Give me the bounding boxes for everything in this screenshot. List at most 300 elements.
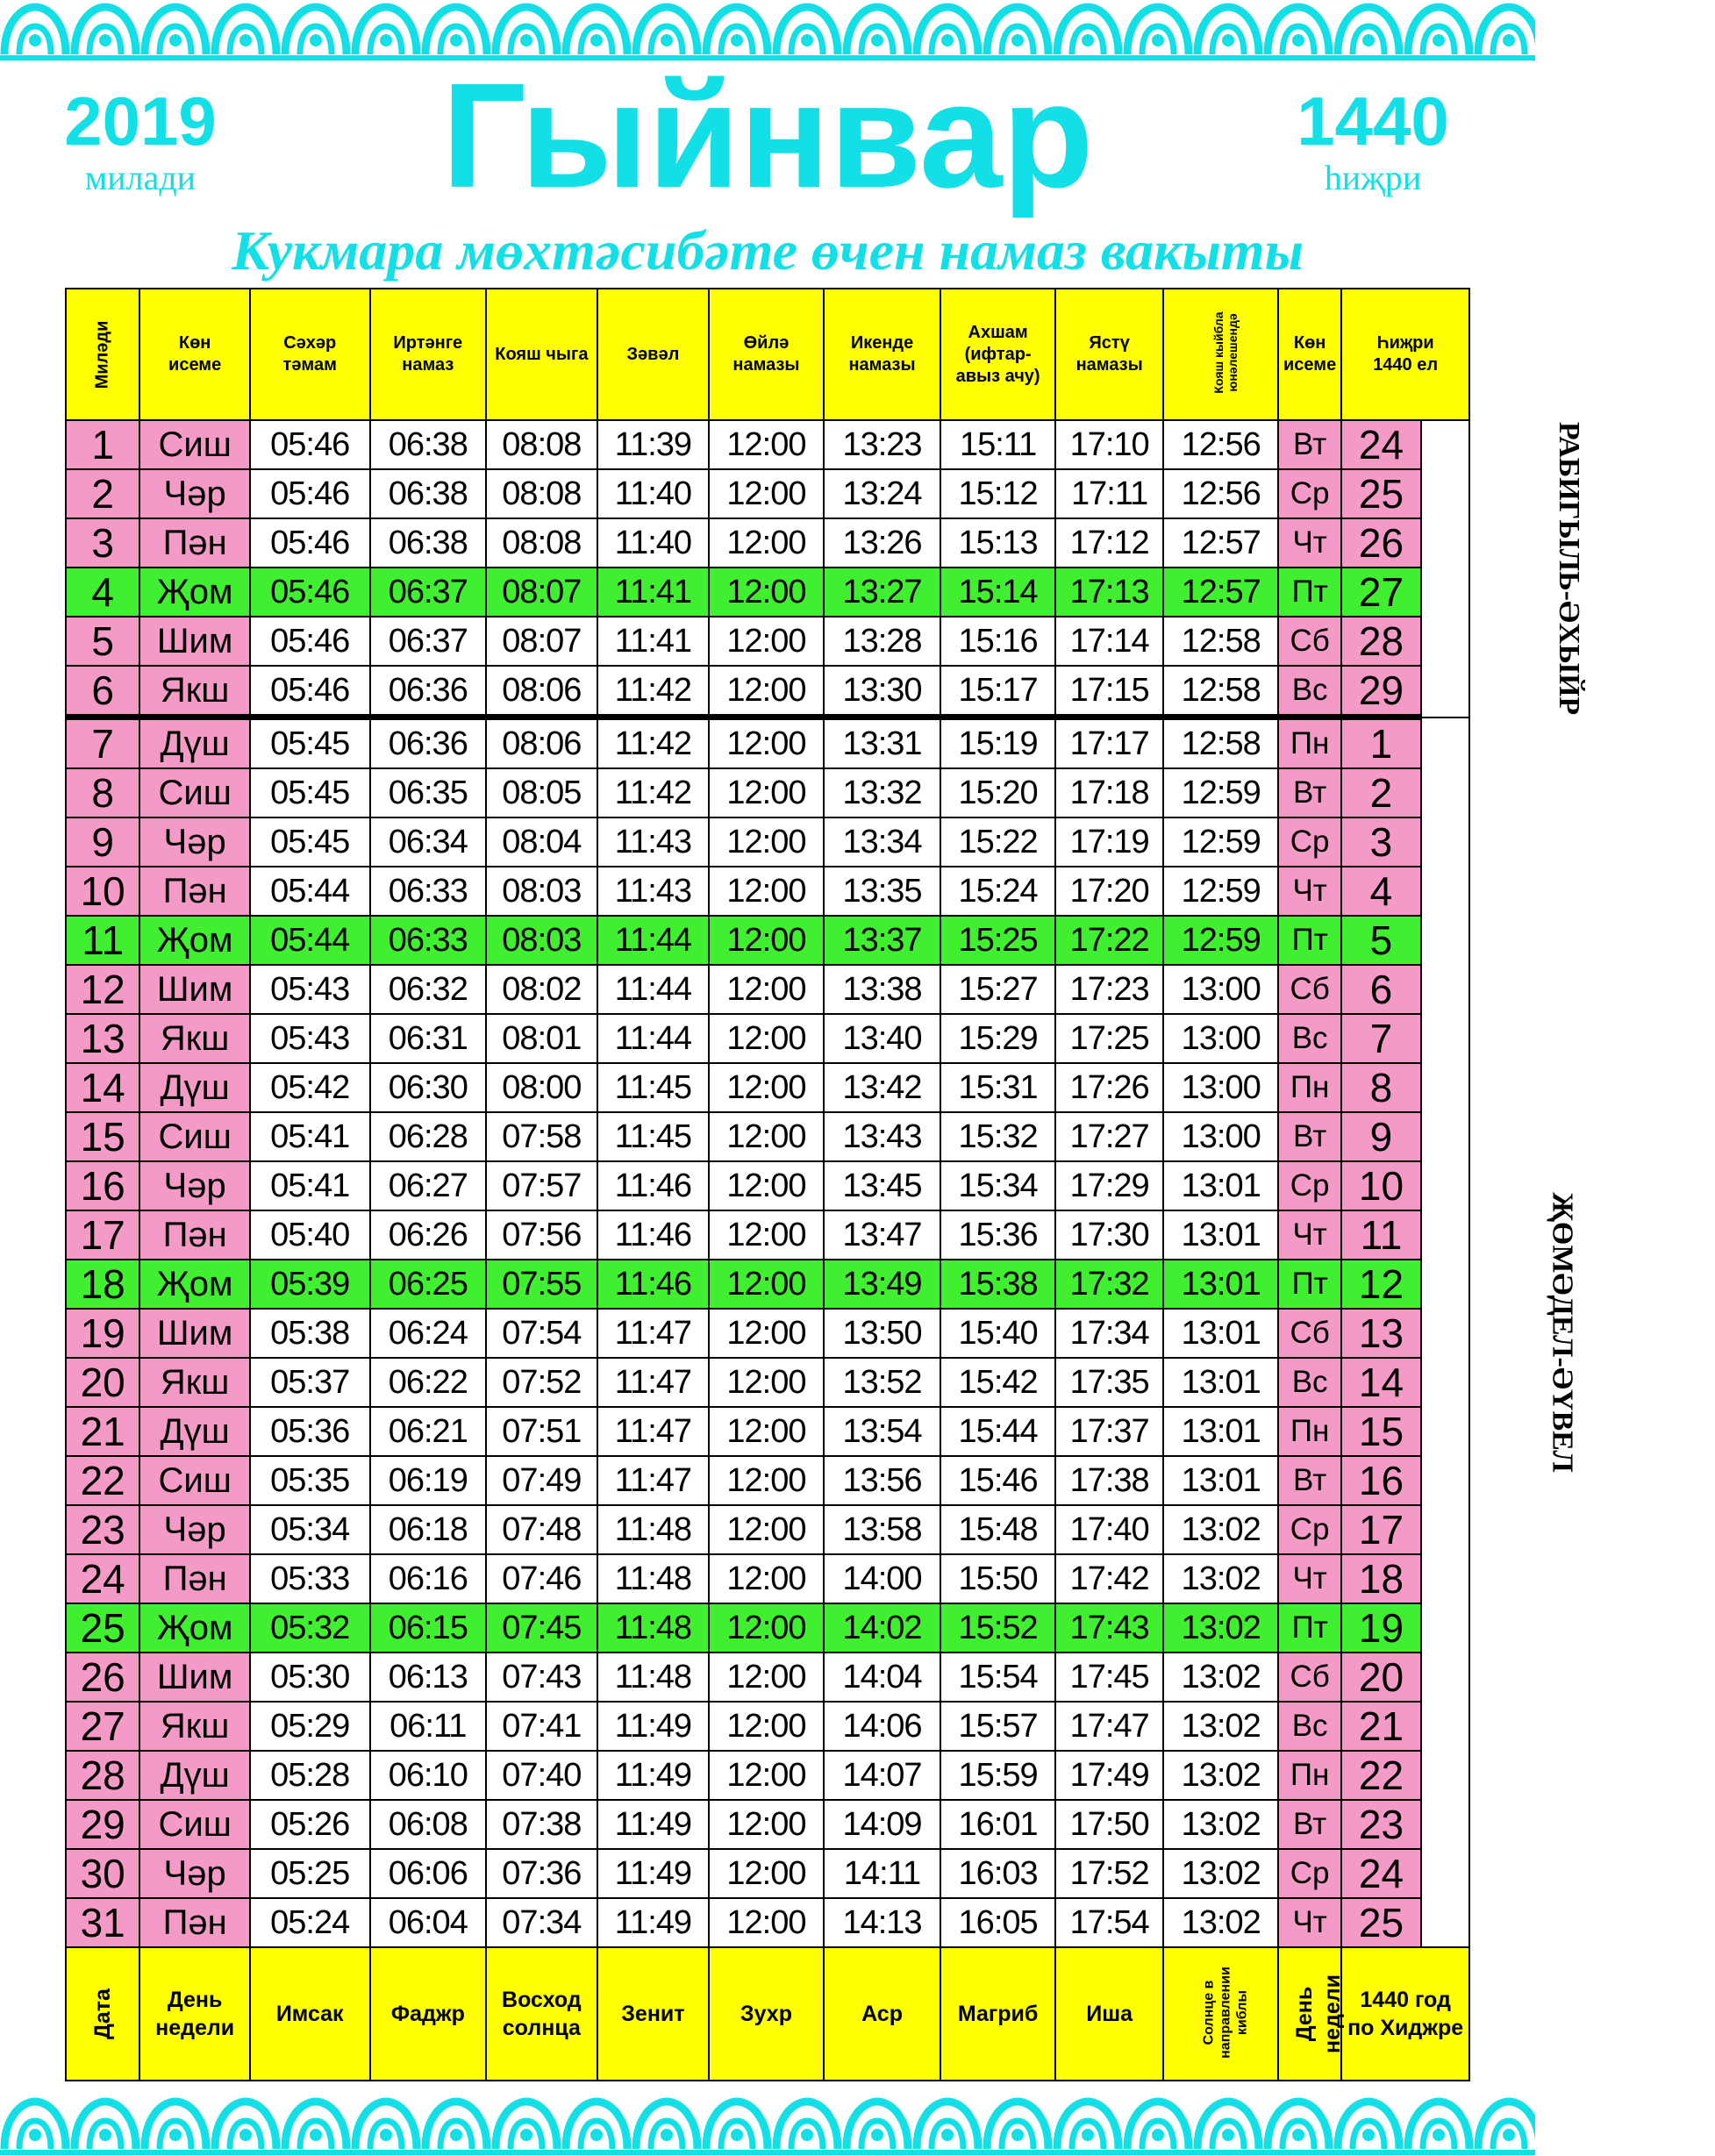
table-row xyxy=(66,1063,1469,1112)
sunrise-time-cell: 08:02 xyxy=(486,965,597,1014)
table-row xyxy=(66,1014,1469,1063)
fajr-time-cell: 06:38 xyxy=(370,469,487,518)
day-cell: 8 xyxy=(66,768,139,817)
imsak-time-cell: 05:40 xyxy=(250,1210,370,1260)
fajr-time-cell: 06:19 xyxy=(370,1456,487,1505)
fajr-time-cell: 06:21 xyxy=(370,1407,487,1456)
fajr-time-cell: 06:32 xyxy=(370,965,487,1014)
maghrib-time-cell: 15:22 xyxy=(940,817,1055,867)
table-row xyxy=(66,568,1469,617)
asr-time-cell: 13:50 xyxy=(824,1309,941,1358)
isha-time-cell: 17:30 xyxy=(1055,1210,1164,1260)
day-cell: 2 xyxy=(66,469,139,518)
col-header-dhuhr: Өйлә намазы xyxy=(709,289,824,420)
imsak-time-cell: 05:44 xyxy=(250,867,370,916)
isha-time-cell: 17:15 xyxy=(1055,666,1164,717)
dhuhr-time-cell: 12:00 xyxy=(709,867,824,916)
weekday-ru-cell: Пн xyxy=(1278,1751,1341,1800)
dhuhr-time-cell: 12:00 xyxy=(709,717,824,769)
day-cell: 16 xyxy=(66,1161,139,1210)
maghrib-time-cell: 15:38 xyxy=(940,1260,1055,1309)
weekday-ru-cell: Пн xyxy=(1278,717,1341,769)
isha-time-cell: 17:13 xyxy=(1055,568,1164,617)
hijri-day-cell: 1 xyxy=(1341,717,1420,769)
fajr-time-cell: 06:28 xyxy=(370,1112,487,1161)
dhuhr-time-cell: 12:00 xyxy=(709,1161,824,1210)
asr-time-cell: 13:28 xyxy=(824,617,941,666)
asr-time-cell: 13:58 xyxy=(824,1505,941,1554)
col-header-zenith: Зәвәл xyxy=(597,289,710,420)
qibla-time-cell: 12:59 xyxy=(1163,817,1278,867)
weekday-cell: Дүш xyxy=(139,1063,250,1112)
hijri-day-cell: 3 xyxy=(1341,817,1420,867)
imsak-time-cell: 05:32 xyxy=(250,1603,370,1653)
sunrise-time-cell: 07:49 xyxy=(486,1456,597,1505)
imsak-time-cell: 05:28 xyxy=(250,1751,370,1800)
table-row xyxy=(66,1554,1469,1603)
isha-time-cell: 17:47 xyxy=(1055,1702,1164,1751)
isha-time-cell: 17:12 xyxy=(1055,518,1164,568)
col-header-imsak: Сәхәр тәмам xyxy=(250,289,370,420)
isha-time-cell: 17:11 xyxy=(1055,469,1164,518)
table-row xyxy=(66,1751,1469,1800)
foot-date: Дата xyxy=(66,1947,139,2081)
fajr-time-cell: 06:37 xyxy=(370,568,487,617)
weekday-cell: Чәр xyxy=(139,1849,250,1898)
dhuhr-time-cell: 12:00 xyxy=(709,817,824,867)
weekday-ru-cell: Вс xyxy=(1278,666,1341,717)
sunrise-time-cell: 07:52 xyxy=(486,1358,597,1407)
bottom-ornament-border xyxy=(0,2095,1535,2156)
maghrib-time-cell: 15:44 xyxy=(940,1407,1055,1456)
imsak-time-cell: 05:46 xyxy=(250,518,370,568)
weekday-ru-cell: Вс xyxy=(1278,1702,1341,1751)
hijri-day-cell: 24 xyxy=(1341,420,1420,469)
qibla-time-cell: 13:01 xyxy=(1163,1210,1278,1260)
fajr-time-cell: 06:31 xyxy=(370,1014,487,1063)
weekday-ru-cell: Чт xyxy=(1278,1554,1341,1603)
hijri-day-cell: 5 xyxy=(1341,916,1420,965)
sunrise-time-cell: 07:38 xyxy=(486,1800,597,1849)
foot-asr: Аср xyxy=(824,1947,941,2081)
month-title: Гыйнвар xyxy=(441,53,1094,219)
sunrise-time-cell: 07:51 xyxy=(486,1407,597,1456)
day-cell: 11 xyxy=(66,916,139,965)
zenith-time-cell: 11:44 xyxy=(597,965,710,1014)
weekday-ru-cell: Пн xyxy=(1278,1063,1341,1112)
dhuhr-time-cell: 12:00 xyxy=(709,1112,824,1161)
hijri-day-cell: 22 xyxy=(1341,1751,1420,1800)
day-cell: 19 xyxy=(66,1309,139,1358)
isha-time-cell: 17:37 xyxy=(1055,1407,1164,1456)
qibla-time-cell: 13:02 xyxy=(1163,1898,1278,1947)
hijri-day-cell: 9 xyxy=(1341,1112,1420,1161)
imsak-time-cell: 05:41 xyxy=(250,1161,370,1210)
isha-time-cell: 17:34 xyxy=(1055,1309,1164,1358)
hijri-day-cell: 14 xyxy=(1341,1358,1420,1407)
day-cell: 31 xyxy=(66,1898,139,1947)
asr-time-cell: 14:02 xyxy=(824,1603,941,1653)
col-header-sunrise: Кояш чыга xyxy=(486,289,597,420)
hijri-day-cell: 15 xyxy=(1341,1407,1420,1456)
isha-time-cell: 17:32 xyxy=(1055,1260,1164,1309)
table-row xyxy=(66,518,1469,568)
zenith-time-cell: 11:49 xyxy=(597,1751,710,1800)
weekday-ru-cell: Вт xyxy=(1278,1800,1341,1849)
weekday-cell: Чәр xyxy=(139,817,250,867)
weekday-ru-cell: Сб xyxy=(1278,617,1341,666)
table-row xyxy=(66,817,1469,867)
col-header-weekday: Көн исеме xyxy=(139,289,250,420)
weekday-ru-cell: Вс xyxy=(1278,1014,1341,1063)
qibla-time-cell: 13:01 xyxy=(1163,1309,1278,1358)
weekday-cell: Сиш xyxy=(139,1456,250,1505)
day-cell: 12 xyxy=(66,965,139,1014)
qibla-time-cell: 12:59 xyxy=(1163,867,1278,916)
hijri-day-cell: 16 xyxy=(1341,1456,1420,1505)
sunrise-time-cell: 07:48 xyxy=(486,1505,597,1554)
zenith-time-cell: 11:39 xyxy=(597,420,710,469)
weekday-ru-cell: Чт xyxy=(1278,867,1341,916)
weekday-cell: Сиш xyxy=(139,420,250,469)
dhuhr-time-cell: 12:00 xyxy=(709,1063,824,1112)
weekday-cell: Җом xyxy=(139,916,250,965)
table-row xyxy=(66,965,1469,1014)
zenith-time-cell: 11:43 xyxy=(597,867,710,916)
fajr-time-cell: 06:10 xyxy=(370,1751,487,1800)
sunrise-time-cell: 08:05 xyxy=(486,768,597,817)
weekday-ru-cell: Пт xyxy=(1278,916,1341,965)
sunrise-time-cell: 08:03 xyxy=(486,867,597,916)
zenith-time-cell: 11:48 xyxy=(597,1554,710,1603)
fajr-time-cell: 06:36 xyxy=(370,717,487,769)
imsak-time-cell: 05:34 xyxy=(250,1505,370,1554)
hijri-day-cell: 17 xyxy=(1341,1505,1420,1554)
sunrise-time-cell: 08:04 xyxy=(486,817,597,867)
hijri-day-cell: 13 xyxy=(1341,1309,1420,1358)
zenith-time-cell: 11:44 xyxy=(597,1014,710,1063)
qibla-time-cell: 12:59 xyxy=(1163,916,1278,965)
hijri-day-cell: 7 xyxy=(1341,1014,1420,1063)
foot-sunrise: Восход солнца xyxy=(486,1947,597,2081)
fajr-time-cell: 06:30 xyxy=(370,1063,487,1112)
zenith-time-cell: 11:44 xyxy=(597,916,710,965)
asr-time-cell: 14:13 xyxy=(824,1898,941,1947)
fajr-time-cell: 06:06 xyxy=(370,1849,487,1898)
weekday-ru-cell: Сб xyxy=(1278,1309,1341,1358)
zenith-time-cell: 11:40 xyxy=(597,518,710,568)
qibla-time-cell: 13:01 xyxy=(1163,1358,1278,1407)
qibla-time-cell: 13:01 xyxy=(1163,1456,1278,1505)
weekday-ru-cell: Пт xyxy=(1278,1603,1341,1653)
dhuhr-time-cell: 12:00 xyxy=(709,1505,824,1554)
weekday-ru-cell: Ср xyxy=(1278,1849,1341,1898)
dhuhr-time-cell: 12:00 xyxy=(709,1849,824,1898)
hijri-day-cell: 26 xyxy=(1341,518,1420,568)
foot-qibla: Солнце в направлении киблы xyxy=(1163,1947,1278,2081)
maghrib-time-cell: 15:14 xyxy=(940,568,1055,617)
dhuhr-time-cell: 12:00 xyxy=(709,617,824,666)
maghrib-time-cell: 15:31 xyxy=(940,1063,1055,1112)
weekday-cell: Якш xyxy=(139,1702,250,1751)
table-row xyxy=(66,867,1469,916)
imsak-time-cell: 05:39 xyxy=(250,1260,370,1309)
isha-time-cell: 17:38 xyxy=(1055,1456,1164,1505)
qibla-time-cell: 13:02 xyxy=(1163,1505,1278,1554)
sunrise-time-cell: 08:08 xyxy=(486,420,597,469)
dhuhr-time-cell: 12:00 xyxy=(709,1407,824,1456)
foot-fajr: Фаджр xyxy=(370,1947,487,2081)
hijri-year-label: һиҗри xyxy=(1324,158,1422,197)
weekday-ru-cell: Вт xyxy=(1278,420,1341,469)
gregorian-year: 2019 xyxy=(64,82,217,160)
hijri-year: 1440 xyxy=(1297,82,1449,160)
imsak-time-cell: 05:46 xyxy=(250,666,370,717)
header-row-tatar xyxy=(66,289,1469,420)
fajr-time-cell: 06:38 xyxy=(370,420,487,469)
hijri-day-cell: 25 xyxy=(1341,1898,1420,1947)
dhuhr-time-cell: 12:00 xyxy=(709,1898,824,1947)
imsak-time-cell: 05:26 xyxy=(250,1800,370,1849)
imsak-time-cell: 05:24 xyxy=(250,1898,370,1947)
weekday-cell: Шим xyxy=(139,965,250,1014)
imsak-time-cell: 05:46 xyxy=(250,617,370,666)
asr-time-cell: 13:43 xyxy=(824,1112,941,1161)
hijri-day-cell: 10 xyxy=(1341,1161,1420,1210)
fajr-time-cell: 06:24 xyxy=(370,1309,487,1358)
weekday-cell: Сиш xyxy=(139,1112,250,1161)
imsak-time-cell: 05:45 xyxy=(250,717,370,769)
zenith-time-cell: 11:46 xyxy=(597,1161,710,1210)
zenith-time-cell: 11:48 xyxy=(597,1603,710,1653)
imsak-time-cell: 05:36 xyxy=(250,1407,370,1456)
isha-time-cell: 17:50 xyxy=(1055,1800,1164,1849)
weekday-ru-cell: Ср xyxy=(1278,1505,1341,1554)
maghrib-time-cell: 15:36 xyxy=(940,1210,1055,1260)
maghrib-time-cell: 15:12 xyxy=(940,469,1055,518)
weekday-cell: Дүш xyxy=(139,1407,250,1456)
sunrise-time-cell: 07:54 xyxy=(486,1309,597,1358)
maghrib-time-cell: 15:24 xyxy=(940,867,1055,916)
table-row xyxy=(66,1898,1469,1947)
foot-hijri: 1440 год по Хиджре xyxy=(1341,1947,1469,2081)
isha-time-cell: 17:45 xyxy=(1055,1653,1164,1702)
asr-time-cell: 14:11 xyxy=(824,1849,941,1898)
weekday-cell: Дүш xyxy=(139,1751,250,1800)
weekday-ru-cell: Ср xyxy=(1278,469,1341,518)
day-cell: 30 xyxy=(66,1849,139,1898)
foot-weekday-ru: День недели xyxy=(1278,1947,1341,2081)
table-row xyxy=(66,1702,1469,1751)
hijri-day-cell: 20 xyxy=(1341,1653,1420,1702)
zenith-time-cell: 11:42 xyxy=(597,717,710,769)
fajr-time-cell: 06:33 xyxy=(370,916,487,965)
day-cell: 5 xyxy=(66,617,139,666)
imsak-time-cell: 05:44 xyxy=(250,916,370,965)
weekday-cell: Шим xyxy=(139,1309,250,1358)
imsak-time-cell: 05:45 xyxy=(250,768,370,817)
isha-time-cell: 17:42 xyxy=(1055,1554,1164,1603)
zenith-time-cell: 11:41 xyxy=(597,617,710,666)
isha-time-cell: 17:25 xyxy=(1055,1014,1164,1063)
isha-time-cell: 17:26 xyxy=(1055,1063,1164,1112)
dhuhr-time-cell: 12:00 xyxy=(709,916,824,965)
fajr-time-cell: 06:13 xyxy=(370,1653,487,1702)
isha-time-cell: 17:52 xyxy=(1055,1849,1164,1898)
qibla-time-cell: 12:58 xyxy=(1163,666,1278,717)
zenith-time-cell: 11:47 xyxy=(597,1309,710,1358)
col-header-isha: Ястү намазы xyxy=(1055,289,1164,420)
maghrib-time-cell: 15:20 xyxy=(940,768,1055,817)
weekday-ru-cell: Вт xyxy=(1278,768,1341,817)
qibla-time-cell: 12:57 xyxy=(1163,568,1278,617)
imsak-time-cell: 05:25 xyxy=(250,1849,370,1898)
maghrib-time-cell: 16:05 xyxy=(940,1898,1055,1947)
asr-time-cell: 13:52 xyxy=(824,1358,941,1407)
imsak-time-cell: 05:30 xyxy=(250,1653,370,1702)
isha-time-cell: 17:29 xyxy=(1055,1161,1164,1210)
hijri-day-cell: 25 xyxy=(1341,469,1420,518)
table-row xyxy=(66,1456,1469,1505)
sunrise-time-cell: 07:43 xyxy=(486,1653,597,1702)
isha-time-cell: 17:20 xyxy=(1055,867,1164,916)
sunrise-time-cell: 07:58 xyxy=(486,1112,597,1161)
maghrib-time-cell: 16:03 xyxy=(940,1849,1055,1898)
qibla-time-cell: 13:00 xyxy=(1163,965,1278,1014)
asr-time-cell: 14:09 xyxy=(824,1800,941,1849)
sunrise-time-cell: 07:40 xyxy=(486,1751,597,1800)
imsak-time-cell: 05:46 xyxy=(250,568,370,617)
sunrise-time-cell: 08:08 xyxy=(486,469,597,518)
table-row xyxy=(66,1849,1469,1898)
weekday-ru-cell: Чт xyxy=(1278,1898,1341,1947)
zenith-time-cell: 11:48 xyxy=(597,1505,710,1554)
qibla-time-cell: 13:02 xyxy=(1163,1751,1278,1800)
weekday-cell: Җом xyxy=(139,568,250,617)
sunrise-time-cell: 08:07 xyxy=(486,568,597,617)
asr-time-cell: 13:38 xyxy=(824,965,941,1014)
weekday-cell: Пән xyxy=(139,1898,250,1947)
weekday-cell: Пән xyxy=(139,867,250,916)
weekday-ru-cell: Чт xyxy=(1278,1210,1341,1260)
qibla-time-cell: 13:02 xyxy=(1163,1849,1278,1898)
weekday-cell: Дүш xyxy=(139,717,250,769)
weekday-cell: Якш xyxy=(139,666,250,717)
maghrib-time-cell: 15:27 xyxy=(940,965,1055,1014)
dhuhr-time-cell: 12:00 xyxy=(709,1456,824,1505)
day-cell: 17 xyxy=(66,1210,139,1260)
gregorian-year-label: милади xyxy=(84,158,197,197)
sunrise-time-cell: 08:01 xyxy=(486,1014,597,1063)
day-cell: 23 xyxy=(66,1505,139,1554)
sunrise-time-cell: 08:06 xyxy=(486,717,597,769)
col-header-qibla: Кояш кыйбла юнәлешендә xyxy=(1163,289,1278,420)
hijri-month-label: РАБИГЫЛЬ-ӘХЫЙР xyxy=(1421,420,1469,717)
hijri-day-cell: 24 xyxy=(1341,1849,1420,1898)
col-header-maghrib: Ахшам (ифтар- авыз ачу) xyxy=(940,289,1055,420)
dhuhr-time-cell: 12:00 xyxy=(709,1210,824,1260)
col-header-hijri: Һиҗри 1440 ел xyxy=(1341,289,1469,420)
imsak-time-cell: 05:46 xyxy=(250,420,370,469)
sunrise-time-cell: 08:07 xyxy=(486,617,597,666)
sunrise-time-cell: 08:03 xyxy=(486,916,597,965)
table-row xyxy=(66,1358,1469,1407)
dhuhr-time-cell: 12:00 xyxy=(709,1800,824,1849)
col-header-date: Миләди xyxy=(66,289,139,420)
hijri-day-cell: 29 xyxy=(1341,666,1420,717)
table-row xyxy=(66,1309,1469,1358)
weekday-cell: Пән xyxy=(139,1554,250,1603)
dhuhr-time-cell: 12:00 xyxy=(709,1358,824,1407)
fajr-time-cell: 06:37 xyxy=(370,617,487,666)
fajr-time-cell: 06:25 xyxy=(370,1260,487,1309)
qibla-time-cell: 13:00 xyxy=(1163,1112,1278,1161)
maghrib-time-cell: 15:48 xyxy=(940,1505,1055,1554)
imsak-time-cell: 05:33 xyxy=(250,1554,370,1603)
asr-time-cell: 13:23 xyxy=(824,420,941,469)
foot-isha: Иша xyxy=(1055,1947,1164,2081)
asr-time-cell: 14:04 xyxy=(824,1653,941,1702)
day-cell: 28 xyxy=(66,1751,139,1800)
maghrib-time-cell: 15:13 xyxy=(940,518,1055,568)
qibla-time-cell: 12:56 xyxy=(1163,469,1278,518)
imsak-time-cell: 05:45 xyxy=(250,817,370,867)
asr-time-cell: 13:54 xyxy=(824,1407,941,1456)
qibla-time-cell: 13:01 xyxy=(1163,1260,1278,1309)
table-row xyxy=(66,469,1469,518)
isha-time-cell: 17:54 xyxy=(1055,1898,1164,1947)
weekday-cell: Пән xyxy=(139,518,250,568)
fajr-time-cell: 06:36 xyxy=(370,666,487,717)
weekday-cell: Җом xyxy=(139,1260,250,1309)
dhuhr-time-cell: 12:00 xyxy=(709,768,824,817)
maghrib-time-cell: 15:40 xyxy=(940,1309,1055,1358)
zenith-time-cell: 11:47 xyxy=(597,1407,710,1456)
isha-time-cell: 17:22 xyxy=(1055,916,1164,965)
maghrib-time-cell: 15:29 xyxy=(940,1014,1055,1063)
dhuhr-time-cell: 12:00 xyxy=(709,1702,824,1751)
maghrib-time-cell: 15:32 xyxy=(940,1112,1055,1161)
qibla-time-cell: 13:02 xyxy=(1163,1653,1278,1702)
hijri-day-cell: 27 xyxy=(1341,568,1420,617)
gregorian-year-block xyxy=(35,83,246,197)
weekday-cell: Якш xyxy=(139,1014,250,1063)
maghrib-time-cell: 15:50 xyxy=(940,1554,1055,1603)
table-row xyxy=(66,1161,1469,1210)
weekday-ru-cell: Пн xyxy=(1278,1407,1341,1456)
fajr-time-cell: 06:22 xyxy=(370,1358,487,1407)
hijri-day-cell: 6 xyxy=(1341,965,1420,1014)
sunrise-time-cell: 08:00 xyxy=(486,1063,597,1112)
zenith-time-cell: 11:43 xyxy=(597,817,710,867)
zenith-time-cell: 11:49 xyxy=(597,1800,710,1849)
maghrib-time-cell: 15:25 xyxy=(940,916,1055,965)
asr-time-cell: 13:56 xyxy=(824,1456,941,1505)
imsak-time-cell: 05:43 xyxy=(250,1014,370,1063)
imsak-time-cell: 05:42 xyxy=(250,1063,370,1112)
zenith-time-cell: 11:41 xyxy=(597,568,710,617)
table-row xyxy=(66,1603,1469,1653)
foot-imsak: Имсак xyxy=(250,1947,370,2081)
asr-time-cell: 13:30 xyxy=(824,666,941,717)
maghrib-time-cell: 15:57 xyxy=(940,1702,1055,1751)
fajr-time-cell: 06:33 xyxy=(370,867,487,916)
table-row xyxy=(66,1505,1469,1554)
table-row xyxy=(66,1800,1469,1849)
page-subtitle: Кукмара мөхтәсибәте өчен намаз вакыты xyxy=(231,219,1304,282)
qibla-time-cell: 12:59 xyxy=(1163,768,1278,817)
imsak-time-cell: 05:43 xyxy=(250,965,370,1014)
